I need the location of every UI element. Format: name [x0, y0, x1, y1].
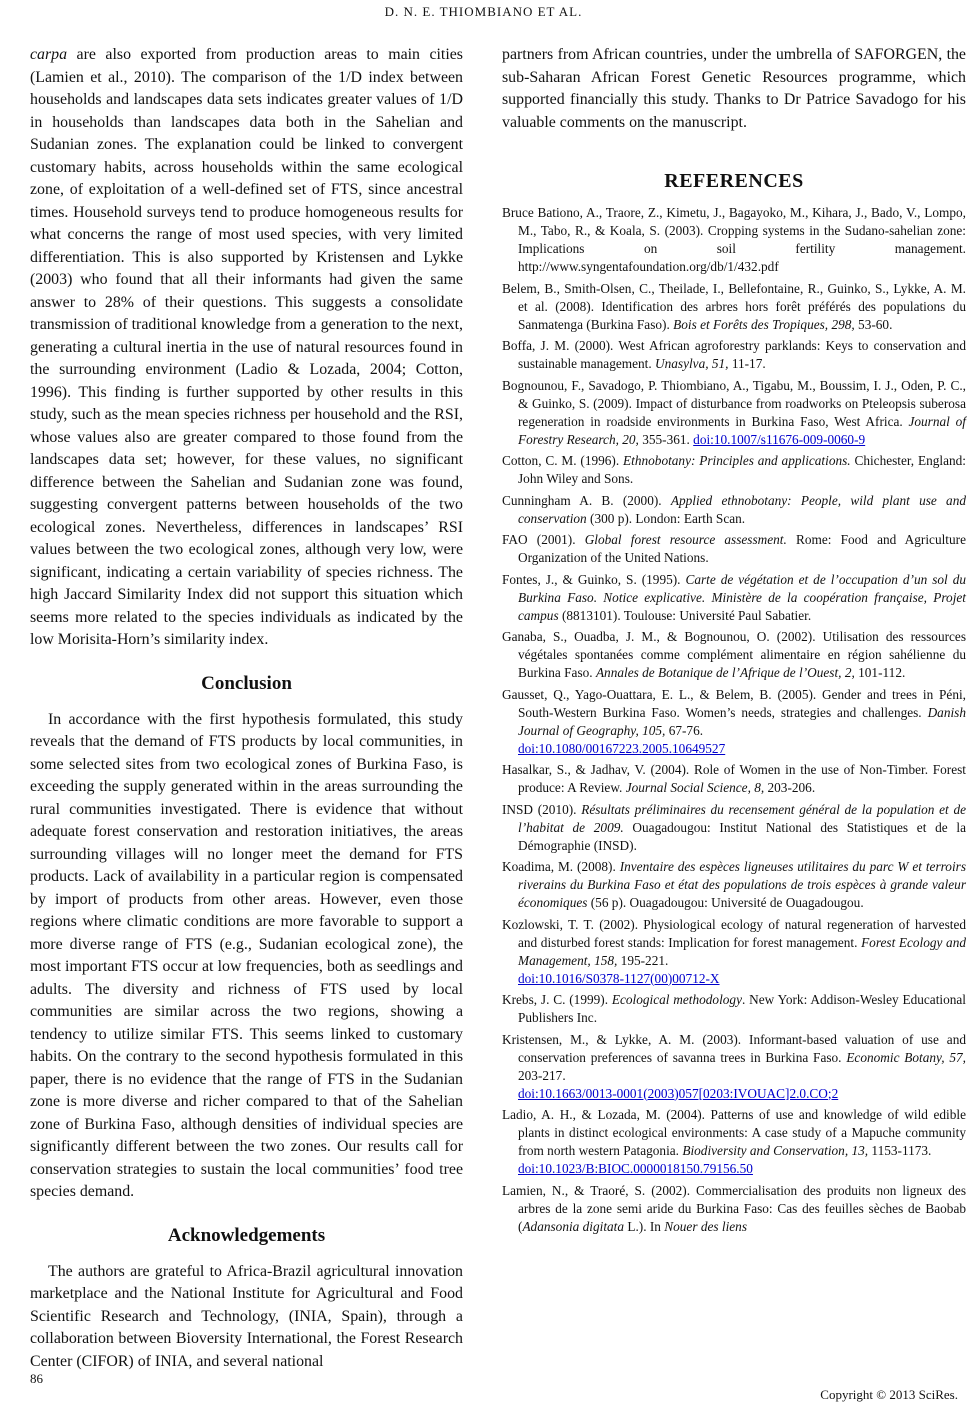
reference-authors-title: Bruce Bationo, A., Traore, Z., Kimetu, J., Bagayoko, M., Kihara, J., Bado, V., Lompo, M., Tabo, R., & Koala, S. (2003). Cropping systems in the Sudano-sahelian zone: Implications on soil fertility management. http://www.syngentafoundation.org/db/1/432.pdf: [502, 205, 966, 274]
reference-item: [502, 1182, 966, 1236]
reference-pages: 11-17.: [728, 356, 766, 371]
running-head: D. N. E. THIOMBIANO ET AL.: [384, 4, 583, 19]
reference-item: [502, 858, 966, 912]
reference-item: [502, 452, 966, 488]
reference-item: [502, 492, 966, 528]
reference-pages: 355-361.: [638, 431, 694, 447]
doi-link[interactable]: doi:10.1080/00167223.2005.10649527: [518, 740, 726, 756]
reference-authors-title: Krebs, J. C. (1999).: [502, 992, 612, 1007]
reference-authors-title: Belem, B., Smith-Olsen, C., Theilade, I., Bellefontaine, R., Guinko, S., Lykke, A. M. et al. (2008). Identification des arbres hors forêt préférés des populations du Sanmatenga (Burkina Faso).: [502, 280, 966, 332]
reference-source: Forest Ecology and Management, 158,: [518, 934, 967, 968]
reference-source: Journal Social Science, 8,: [625, 780, 765, 795]
reference-authors-title: INSD (2010).: [502, 801, 582, 817]
reference-item: [502, 686, 966, 758]
reference-source: Global forest resource assessment.: [584, 532, 787, 547]
doi-link[interactable]: doi:10.1016/S0378-1127(00)00712-X: [518, 970, 720, 986]
reference-source: Unasylva, 51,: [655, 356, 729, 371]
acknowledgements-heading: Acknowledgements: [167, 1224, 326, 1246]
reference-pages: (300 p). London: Earth Scan.: [586, 510, 746, 526]
reference-source: Journal of Forestry Research, 20,: [518, 413, 966, 447]
reference-item: [502, 761, 966, 797]
reference-authors-title: Boffa, J. M. (2000). West African agroforestry parklands: Keys to conservation and sustainable management.: [502, 338, 966, 371]
reference-item: [502, 531, 966, 567]
reference-item: [502, 1106, 966, 1178]
reference-authors-title: FAO (2001).: [502, 532, 585, 547]
discussion-paragraph: [30, 44, 463, 652]
reference-source: Carte de végétation et de l’occupation d’un sol du Burkina Faso. Notice explicative. Ministère de la coopération française, Projet campus: [518, 571, 966, 623]
reference-item: [502, 337, 966, 373]
conclusion-text: In accordance with the first hypothesis formulated, this study reveals that the demand of FTS products by local communities, in some selected sites from two ecological zones of Burkina Faso, is exceeding the supply generated within in the areas surrounding the rural communities investigated. There is evidence that without adequate forest conservation and restoration initiatives, the areas surrounding villages will no longer meet the demand for FTS products. Lack of availability in a particular region is compensated by import of products from other areas. However, even those regions where climatic conditions are more favorable to support a more diverse range of FTS (e.g., Sudanian ecological zone), the most important FTS occur at low frequencies, both as seedlings and adults. The diversity and richness of FTS used by local communities are similar across the two regions, showing a tendency to utilize similar FTS. This seems linked to customary habits. On the contrary to the second hypothesis formulated in this paper, there is no evidence that the range of FTS in the Sudanian zone is more diverse and richer compared to that of the Sahelian zone of Burkina Faso, although densities of individual species are significantly different between the two zones. Our results call for conservation strategies to sustain the local communities’ food tree species demand.: [30, 710, 463, 1200]
reference-pages: Ouagadougou: Institut National des Statistiques et de la Démographie (INSD).: [518, 819, 966, 853]
reference-authors-title: Hasalkar, S., & Jadhav, V. (2004). Role of Women in the use of Non-Timber. Forest produce: A Review.: [502, 762, 966, 795]
reference-authors-title: Cotton, C. M. (1996).: [502, 453, 624, 468]
reference-pages: Chichester, England: John Wiley and Sons.: [518, 453, 966, 486]
reference-authors-title: Kristensen, M., & Lykke, A. M. (2003). Informant-based valuation of use and conservation preferences of savanna trees in Burkina Faso.: [502, 1031, 966, 1065]
reference-authors-title: Koadima, M. (2008).: [502, 859, 620, 874]
reference-pages: 1153-1173.: [868, 1143, 932, 1158]
reference-source: Résultats préliminaires du recensement général de la population et de l’habitat de 2009.: [518, 801, 966, 835]
reference-list: [502, 204, 966, 1236]
reference-item: [502, 280, 966, 334]
reference-source: Danish Journal of Geography, 105,: [518, 704, 966, 738]
reference-source-cont: Nouer des liens: [664, 1218, 747, 1234]
reference-source: Inventaire des espèces ligneuses utilitaires du parc W et terroirs riverains du Burkina Faso et état des populations de trois espèces à grande valeur économiques: [518, 859, 966, 910]
reference-source: Economic Botany, 57,: [846, 1049, 966, 1065]
reference-pages: (8813101). Toulouse: Université Paul Sabatier.: [558, 607, 812, 623]
references-heading: REFERENCES: [664, 170, 804, 192]
reference-item: [502, 204, 966, 276]
reference-pages: . New York: Addison-Wesley Educational Publishers Inc.: [518, 992, 966, 1025]
reference-authors-title: Fontes, J., & Guinko, S. (1995).: [502, 571, 686, 587]
reference-authors-title: Cunningham A. B. (2000).: [502, 492, 671, 508]
reference-authors-title: Gausset, Q., Yago-Ouattara, E. L., & Belem, B. (2005). Gender and trees in Péni, South-Western Burkina Faso. Women’s needs, strategies and challenges.: [502, 686, 966, 720]
reference-item: [502, 628, 966, 682]
reference-source: Annales de Botanique de l’Afrique de l’Ouest, 2,: [595, 665, 855, 680]
reference-authors-title: Bognounou, F., Savadogo, P. Thiombiano, A., Tigabu, M., Boussim, I. J., Oden, P. C., & Guinko, S. (2009). Impact of disturbance from roadworks on Pteleopsis suberosa regeneration in roadside environments in Burkina Faso, West Africa.: [502, 377, 966, 429]
copyright: Copyright © 2013 SciRes.: [820, 1387, 958, 1402]
reference-pages: 203-217.: [518, 1067, 566, 1083]
reference-pages: Rome: Food and Agriculture Organization of the United Nations.: [518, 532, 966, 565]
conclusion-heading: Conclusion: [201, 672, 292, 694]
reference-source: Ethnobotany: Principles and applications.: [623, 453, 851, 468]
reference-item: [502, 377, 966, 449]
doi-link[interactable]: doi:10.1007/s11676-009-0060-9: [693, 431, 866, 447]
reference-authors-title: Kozlowski, T. T. (2002). Physiological ecology of natural regeneration of harvested and disturbed forest stands: Implication for forest management.: [502, 916, 966, 950]
reference-authors-title: Ladio, A. H., & Lozada, M. (2004). Patterns of use and knowledge of wild edible plants in distinct ecological environments: A case study of a Mapuche community from north western Patagonia.: [502, 1107, 966, 1158]
reference-pages: 203-206.: [764, 780, 816, 795]
acknowledgements-continued: partners from African countries, under the umbrella of SAFORGEN, the sub-Saharan African Forest Genetic Resources programme, which supported financially this study. Thanks to Dr Patrice Savadogo for his valuable comments on the manuscript.: [502, 46, 966, 131]
reference-source: Adansonia digitata: [522, 1218, 625, 1234]
reference-item: [502, 991, 966, 1027]
discussion-text: are also exported from production areas to main cities (Lamien et al., 2010). The comparison of the 1/D index between households and landscapes data sets indicates greater values of 1/D in households than landscapes data both in the Sahelian and Sudanian zones. The explanation could be linked to convergent customary habits, across households within the same ecological zone, of exploitation of a well-defined set of FTS, since ancestral times. Household surveys tend to produce homogeneous results for what concerns the range of most used species, with very limited differentiation. This is also supported by Kristensen and Lykke (2003) who found that all their informants had given the same answer to 28% of their questions. This suggests a consolidate transmission of traditional knowledge from a generation to the next, generating a cultural inertia in the use of natural resources found in the surrounding environment (Ladio & Lozada, 2004; Cotton, 1996). This finding is further supported by other results in this study, such as the mean species richness per household and the RSI, whose values also are greater compared to those found from the landscapes data set; however, for these values, no significant difference between the Sahelian and Sudanian zone was found, suggesting convergent patterns between households of the two ecological zones. Nevertheless, differences in landscapes’ RSI values between the two ecological zones, although very low, were significant, indicating a certain variability of species richness. The high Jaccard Similarity Index did not support this situation which seems more related to the species individuals as indicated by the low Morisita-Horn’s similarity index.: [30, 46, 463, 648]
reference-pages: 101-112.: [854, 665, 906, 680]
reference-pages: 53-60.: [854, 316, 893, 332]
reference-source: Ecological methodology: [611, 992, 742, 1007]
reference-item: [502, 571, 966, 625]
page-number: 86: [30, 1371, 43, 1386]
reference-authors-title: Lamien, N., & Traoré, S. (2002). Commercialisation des produits non ligneux des arbres de la zone semi aride du Burkina Faso: Cas des feuilles sèches de Baobab (: [502, 1182, 966, 1234]
reference-source: Applied ethnobotany: People, wild plant use and conservation: [518, 492, 966, 526]
species-name: carpa: [30, 46, 68, 63]
doi-link[interactable]: doi:10.1663/0013-0001(2003)057[0203:IVOUAC]2.0.CO;2: [518, 1085, 839, 1101]
reference-item: [502, 1031, 966, 1103]
reference-pages: L.). In: [624, 1218, 665, 1234]
reference-pages: (56 p). Ouagadougou: Université de Ouagadougou.: [587, 895, 864, 910]
reference-item: [502, 916, 966, 988]
reference-source: Biodiversity and Conservation, 13,: [682, 1143, 869, 1158]
reference-source: Bois et Forêts des Tropiques, 298,: [673, 316, 855, 332]
reference-pages: 67-76.: [665, 722, 704, 738]
right-column: [502, 44, 966, 1239]
reference-authors-title: Ganaba, S., Ouadba, J. M., & Bognounou, O. (2002). Utilisation des ressources végétales spontanées comme complément alimentaire en région sahélienne du Burkina Faso.: [502, 629, 966, 680]
left-column: [30, 44, 463, 1373]
reference-item: [502, 801, 966, 855]
doi-link[interactable]: doi:10.1023/B:BIOC.0000018150.79156.50: [518, 1161, 753, 1176]
reference-pages: 195-221.: [617, 952, 669, 968]
acknowledgements-text: The authors are grateful to Africa-Brazil agricultural innovation marketplace and the National Institute for Agricultural and Food Scientific Research and Technology, (INIA, Spain), through a collaboration between Bioversity International, the Forest Research Center (CIFOR) of INIA, and several national: [30, 1262, 463, 1370]
